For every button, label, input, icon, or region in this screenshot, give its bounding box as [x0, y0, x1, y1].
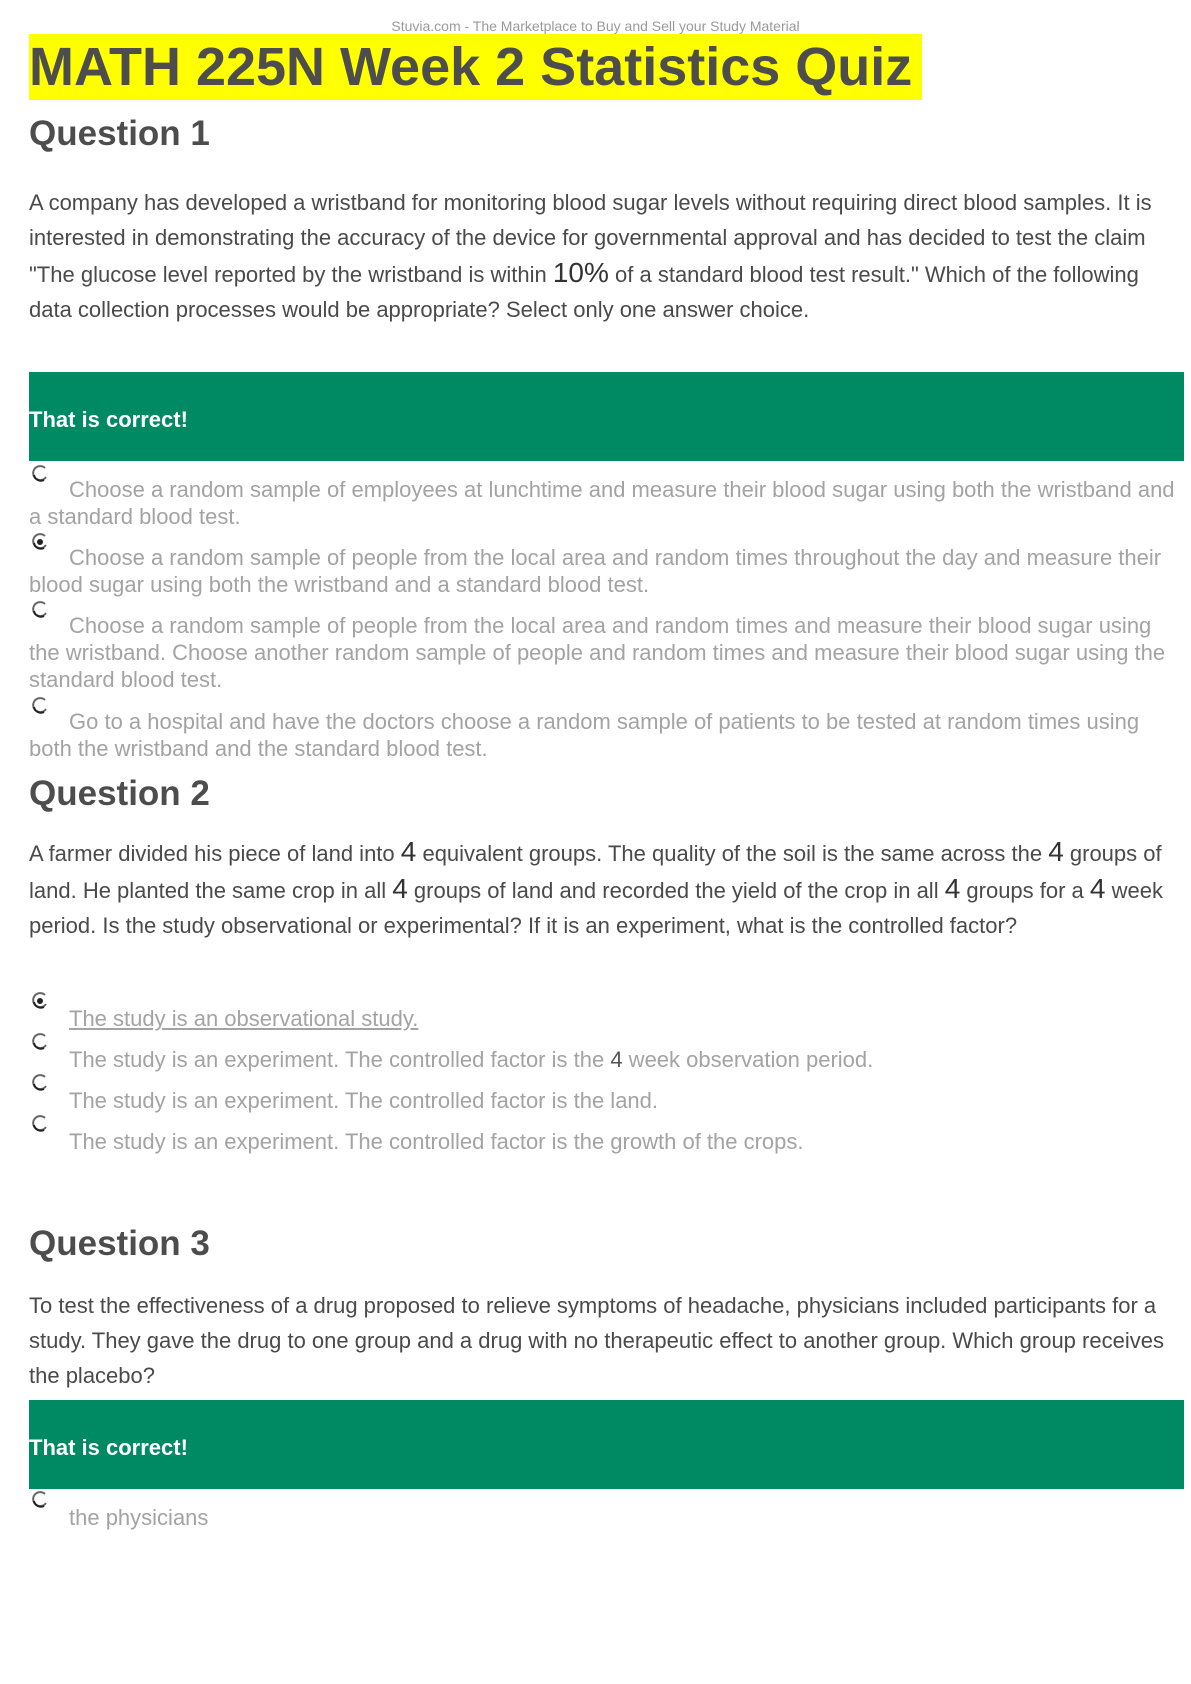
- correct-banner-q3: That is correct!: [29, 1400, 1184, 1489]
- correct-banner-q1: That is correct!: [29, 372, 1184, 461]
- q3-option-1-text: the physicians: [69, 1505, 209, 1530]
- question-2-num-2: 4: [1048, 836, 1064, 867]
- question-2-num-3: 4: [392, 873, 408, 904]
- q2-option-4[interactable]: [29, 1128, 1184, 1155]
- q2-option-2-text-a: The study is an experiment. The controlled factor is the: [69, 1047, 611, 1072]
- question-2-text: [29, 834, 1184, 943]
- q2-option-1-text: The study is an observational study.: [69, 1006, 419, 1031]
- q2-option-1[interactable]: [29, 1005, 1184, 1032]
- q1-option-2[interactable]: [29, 544, 1184, 598]
- question-2-num-5: 4: [1089, 873, 1106, 904]
- q2-option-2-num: 4: [610, 1047, 623, 1072]
- question-2-text-p1: A farmer divided his piece of land into: [29, 841, 401, 866]
- question-3-heading: Question 3: [29, 1224, 210, 1263]
- question-2-text-p5: groups for a: [960, 878, 1090, 903]
- q1-option-4[interactable]: [29, 708, 1184, 762]
- question-3-text: To test the effectiveness of a drug proposed to relieve symptoms of headache, physicians included participants for a study. They gave the drug to one group and a drug with no therapeutic effect to another group. Which group receives the placebo?: [29, 1293, 1164, 1388]
- q1-option-3[interactable]: [29, 612, 1184, 693]
- q1-option-4-text: Go to a hospital and have the doctors choose a random sample of patients to be tested at random times using both the wristband and the standard blood test.: [29, 709, 1140, 761]
- q1-option-3-text: Choose a random sample of people from the local area and random times and measure their blood sugar using the wristband. Choose another random sample of people and random times and measure their blood sugar using the standard blood test.: [29, 613, 1166, 692]
- question-1-text: [29, 185, 1184, 327]
- radio-unselected-icon[interactable]: [29, 1128, 69, 1148]
- q2-option-2[interactable]: [29, 1046, 1184, 1073]
- radio-unselected-icon[interactable]: [29, 1046, 69, 1066]
- question-2-text-p2: equivalent groups. The quality of the soil is the same across the: [416, 841, 1049, 866]
- q2-option-4-text: The study is an experiment. The controlled factor is the growth of the crops.: [69, 1129, 804, 1154]
- question-2-text-p4: groups of land and recorded the yield of the crop in all: [407, 878, 945, 903]
- question-2-text-p6: week period. Is the study observational or experimental? If it is an experiment, what is the controlled factor?: [29, 878, 1163, 938]
- question-1-text-a: A company has developed a wristband for monitoring blood sugar levels without requiring direct blood samples. It is interested in demonstrating the accuracy of the device for governmental approval and has decided to test the claim "The glucose level reported by the wristband is within: [29, 190, 1152, 287]
- q3-option-1[interactable]: [29, 1504, 1184, 1531]
- watermark: Stuvia.com - The Marketplace to Buy and Sell your Study Material: [391, 18, 800, 34]
- q2-option-3-text: The study is an experiment. The controlled factor is the land.: [69, 1088, 659, 1113]
- question-1-percent: 10%: [552, 257, 609, 288]
- q2-option-3[interactable]: [29, 1087, 1184, 1114]
- radio-selected-icon[interactable]: [29, 1005, 69, 1025]
- question-1-heading: Question 1: [29, 114, 210, 153]
- radio-unselected-icon[interactable]: [29, 708, 69, 728]
- page-title: MATH 225N Week 2 Statistics Quiz: [29, 34, 922, 100]
- q1-option-2-text: Choose a random sample of people from the local area and random times throughout the day and measure their blood sugar using both the wristband and a standard blood test.: [29, 545, 1162, 597]
- q2-option-2-text-b: week observation period.: [622, 1047, 874, 1072]
- question-2-text-p3: groups of land. He planted the same crop in all: [29, 841, 1162, 903]
- question-2-num-1: 4: [400, 836, 417, 867]
- radio-unselected-icon[interactable]: [29, 612, 69, 632]
- q1-option-1[interactable]: [29, 476, 1184, 530]
- radio-unselected-icon[interactable]: [29, 1504, 69, 1524]
- radio-selected-icon[interactable]: [29, 544, 69, 564]
- question-2-num-4: 4: [944, 873, 961, 904]
- radio-unselected-icon[interactable]: [29, 1087, 69, 1107]
- question-1-text-b: of a standard blood test result." Which of the following data collection processes would be appropriate? Select only one answer choice.: [29, 262, 1139, 322]
- q1-option-1-text: Choose a random sample of employees at lunchtime and measure their blood sugar using both the wristband and a standard blood test.: [29, 477, 1175, 529]
- question-2-heading: Question 2: [29, 774, 210, 813]
- radio-unselected-icon[interactable]: [29, 476, 69, 496]
